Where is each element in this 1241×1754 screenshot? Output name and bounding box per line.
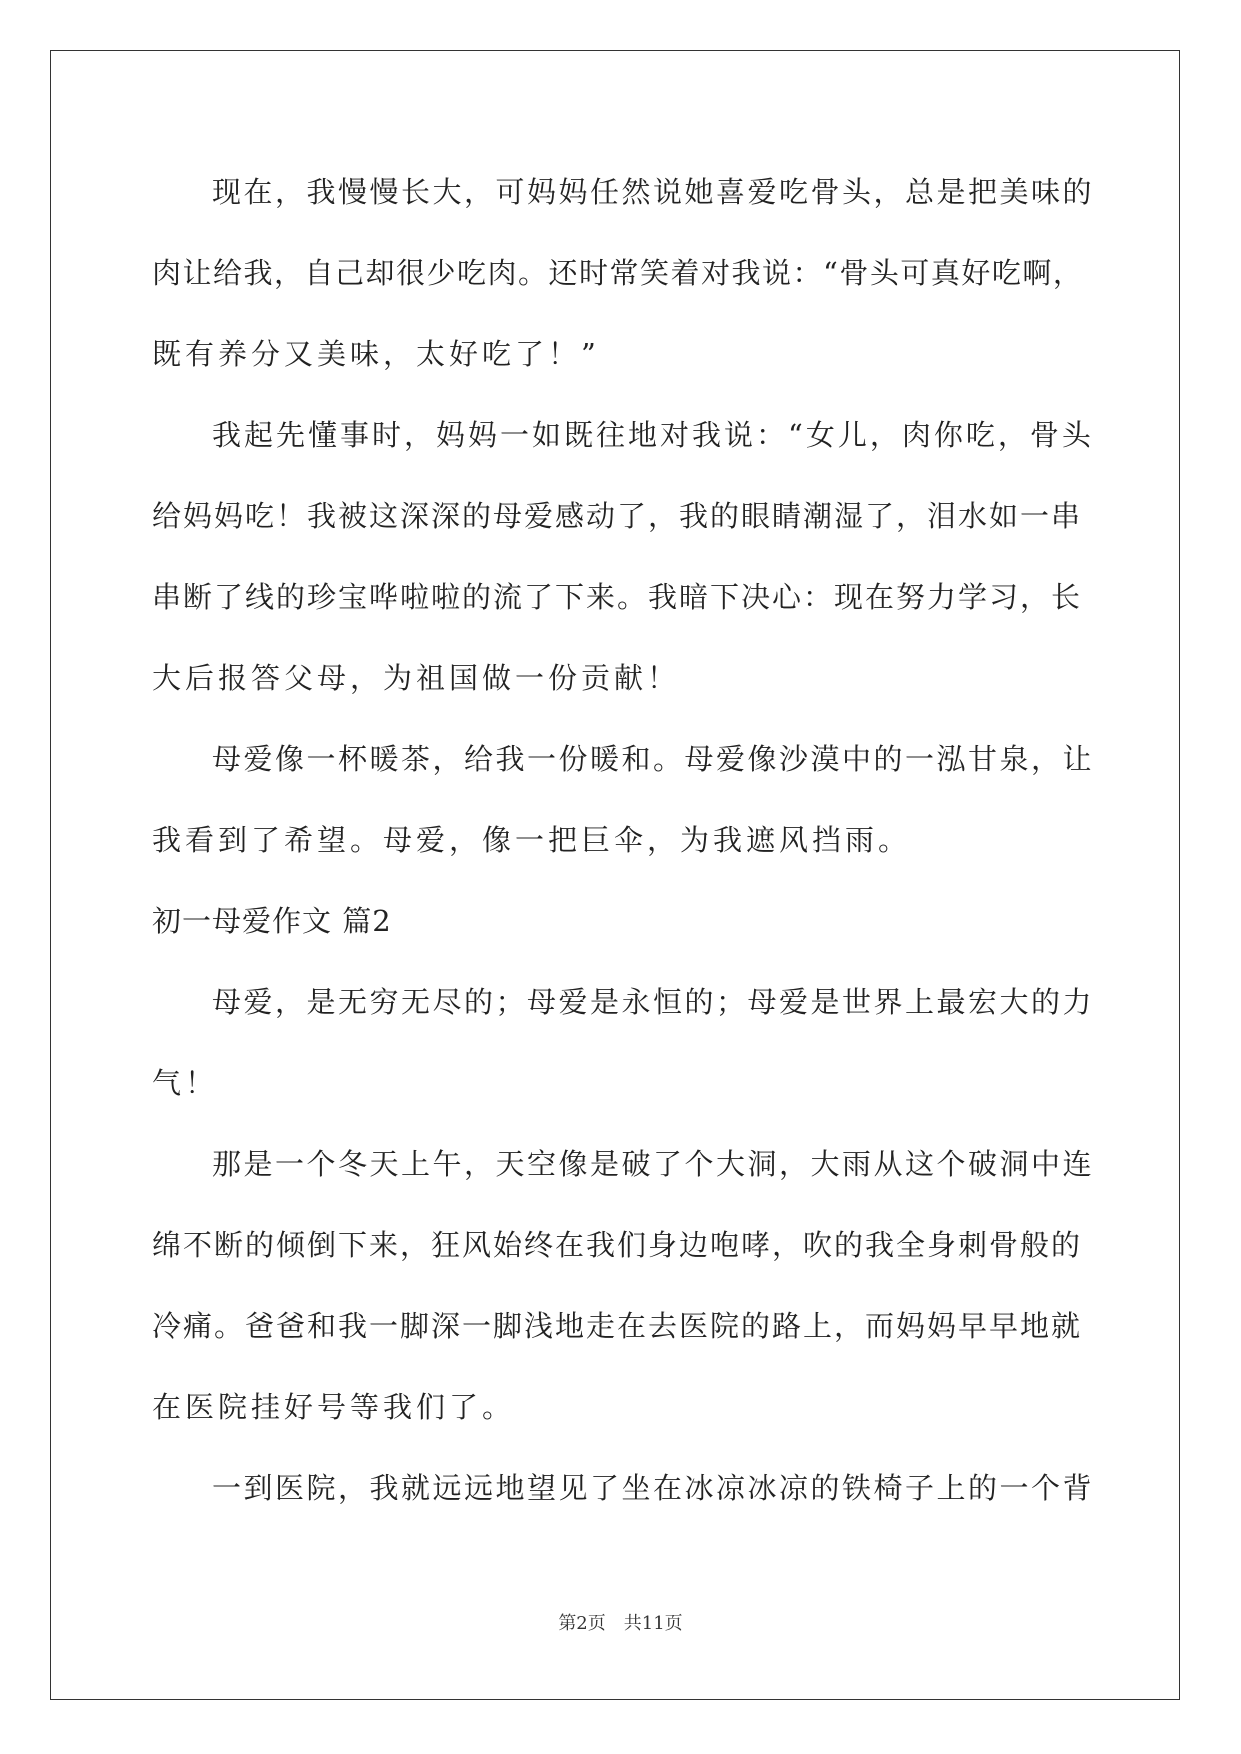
text-line: 在医院挂好号等我们了。 — [152, 1390, 516, 1424]
text-line: 一到医院，我就远远地望见了坐在冰凉冰凉的铁椅子上的一个背 — [212, 1471, 1095, 1505]
text-line: 现在，我慢慢长大，可妈妈任然说她喜爱吃骨头，总是把美味的 — [212, 175, 1095, 209]
text-line: 给妈妈吃！我被这深深的母爱感动了，我的眼睛潮湿了，泪水如一串 — [152, 499, 1083, 533]
text-line: 母爱，是无穷无尽的；母爱是永恒的；母爱是世界上最宏大的力 — [212, 985, 1095, 1019]
text-line: 那是一个冬天上午，天空像是破了个大洞，大雨从这个破洞中连 — [212, 1147, 1095, 1181]
page-total: 共11页 — [623, 1613, 683, 1634]
text-line: 冷痛。爸爸和我一脚深一脚浅地走在去医院的路上，而妈妈早早地就 — [152, 1309, 1083, 1343]
section-heading: 初一母爱作文 篇2 — [152, 904, 392, 938]
text-line: 串断了线的珍宝哗啦啦的流了下来。我暗下决心：现在努力学习，长 — [152, 580, 1083, 614]
text-line: 大后报答父母，为祖国做一份贡献！ — [152, 661, 681, 695]
page-footer — [0, 1609, 1241, 1635]
text-line: 肉让给我，自己却很少吃肉。还时常笑着对我说：“骨头可真好吃啊， — [152, 256, 1084, 290]
text-line: 我看到了希望。母爱，像一把巨伞，为我遮风挡雨。 — [152, 823, 912, 857]
text-line: 我起先懂事时，妈妈一如既往地对我说：“女儿，肉你吃，骨头 — [212, 418, 1094, 452]
text-line: 母爱像一杯暖茶，给我一份暖和。母爱像沙漠中的一泓甘泉，让 — [212, 742, 1095, 776]
text-line: 绵不断的倾倒下来，狂风始终在我们身边咆哮，吹的我全身刺骨般的 — [152, 1228, 1083, 1262]
text-line: 气！ — [152, 1066, 219, 1100]
text-line: 既有养分又美味，太好吃了！” — [152, 337, 600, 371]
document-body — [152, 158, 1096, 1535]
page-number: 第2页 — [558, 1613, 606, 1634]
